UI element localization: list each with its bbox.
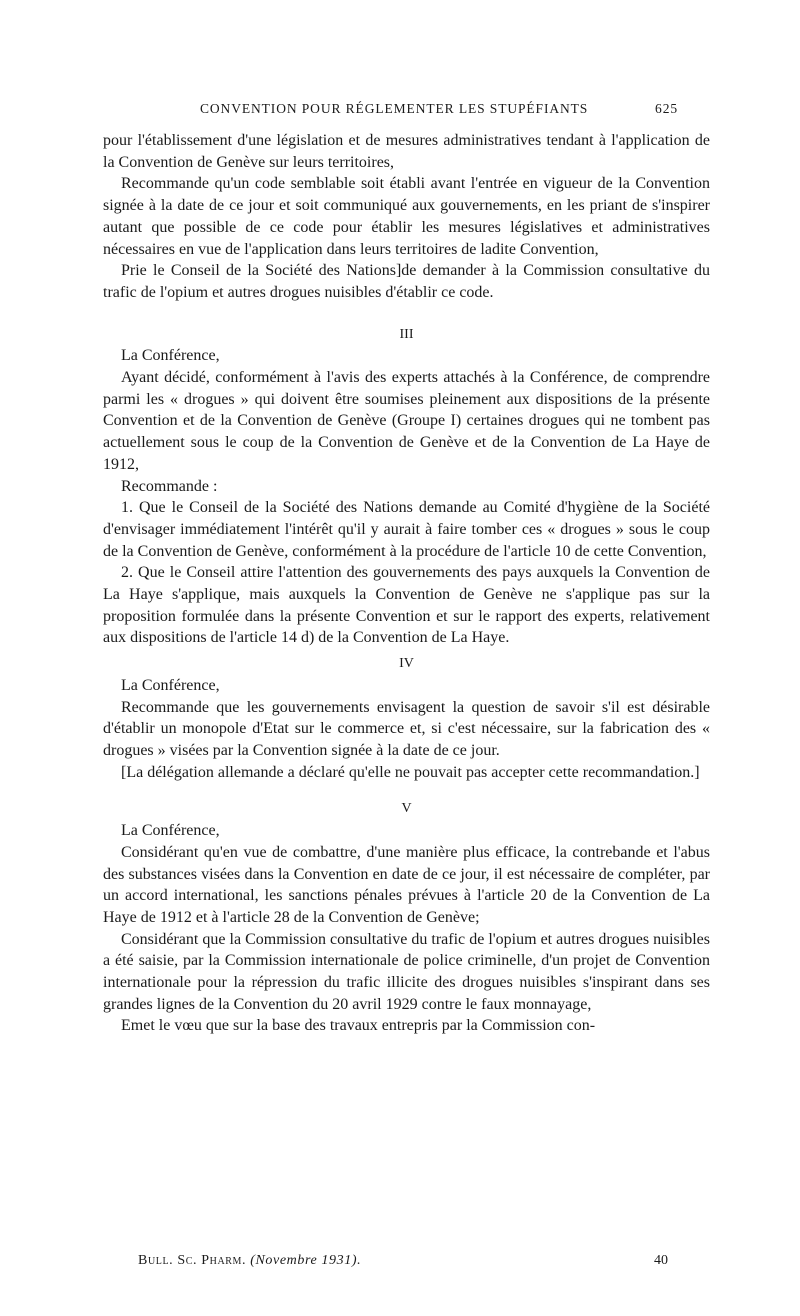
paragraph: La Conférence,	[121, 347, 220, 365]
paragraph: Recommande qu'un code semblable soit établi avant l'entrée en vigueur de la Convention signée à la date de ce jour et soit communiqué aux gouvernements, en les priant de s'inspirer autant que possible de ce code pour établir les mesures législatives et administratives nécessaires en vue de l'application dans leurs territoires de ladite Convention,	[103, 175, 710, 258]
sheet-number: 40	[654, 1253, 668, 1268]
running-title: CONVENTION POUR RÉGLEMENTER LES STUPÉFIANTS	[200, 101, 589, 116]
body-text	[103, 130, 710, 1037]
section-heading: IV	[399, 656, 414, 672]
paragraph: Emet le vœu que sur la base des travaux entrepris par la Commission con-	[121, 1017, 596, 1035]
running-header	[103, 101, 678, 121]
paragraph: Ayant décidé, conformément à l'avis des experts attachés à la Conférence, de comprendre parmi les « drogues » qui doivent être soumises pleinement aux dispositions de la présente Convention et de la Convention de Genève (Groupe I) certaines drogues qui ne tombent pas actuellement sous le coup de la Convention de Genève et de la Convention de La Haye de 1912,	[103, 369, 710, 473]
paragraph: [La délégation allemande a déclaré qu'elle ne pouvait pas accepter cette recommandation.]	[121, 763, 700, 781]
page-footer	[138, 1253, 668, 1273]
paragraph: Recommande que les gouvernements envisagent la question de savoir s'il est désirable d'établir un monopole d'Etat sur le commerce et, si c'est nécessaire, sur la fabrication des « drogues » visées par la Convention signée à la date de ce jour.	[103, 698, 710, 759]
section-heading: III	[399, 326, 414, 342]
paragraph: 2. Que le Conseil attire l'attention des gouvernements des pays auxquels la Convention de La Haye s'applique, mais auxquels la Convention de Genève ne s'applique pas sur la proposition formulée dans la présente Convention et sur le rapport des experts, relativement aux dispositions de l'article 14 d) de la Convention de La Haye.	[103, 564, 710, 647]
paragraph: Recommande :	[121, 477, 218, 495]
paragraph: Considérant qu'en vue de combattre, d'une manière plus efficace, la contrebande et l'abus des substances visées dans la Convention en date de ce jour, il est nécessaire de compléter, par un accord international, les sanctions pénales prévues à l'article 20 de la Convention de La Haye de 1912 et à l'article 28 de la Convention de Genève;	[103, 843, 710, 926]
paragraph: 1. Que le Conseil de la Société des Nations demande au Comité d'hygiène de la Société d'envisager immédiatement l'intérêt qu'il y aurait à faire tomber ces « drogues » sous le coup de la Convention de Genève, conformément à la procédure de l'article 10 de cette Convention,	[103, 499, 710, 560]
section-heading: V	[401, 801, 412, 817]
paragraph: La Conférence,	[121, 822, 220, 840]
paragraph: Considérant que la Commission consultative du trafic de l'opium et autres drogues nuisibles a été saisie, par la Commission internationale de police criminelle, d'un projet de Convention internationale pour la répression du trafic illicite des drogues nuisibles s'inspirant dans ses grandes lignes de la Convention du 20 avril 1929 contre le faux monnayage,	[103, 930, 710, 1013]
paragraph: Prie le Conseil de la Société des Nations]de demander à la Commission consultative du trafic de l'opium et autres drogues nuisibles d'établir ce code.	[103, 262, 710, 301]
paragraph: La Conférence,	[121, 676, 220, 694]
bulletin-issue: (Novembre 1931).	[250, 1253, 362, 1268]
bulletin-citation	[138, 1253, 361, 1269]
paragraph: pour l'établissement d'une législation et de mesures administratives tendant à l'application de la Convention de Genève sur leurs territoires,	[103, 132, 710, 171]
page-number: 625	[655, 101, 678, 116]
bulletin-name: Bull. Sc. Pharm.	[138, 1253, 247, 1268]
